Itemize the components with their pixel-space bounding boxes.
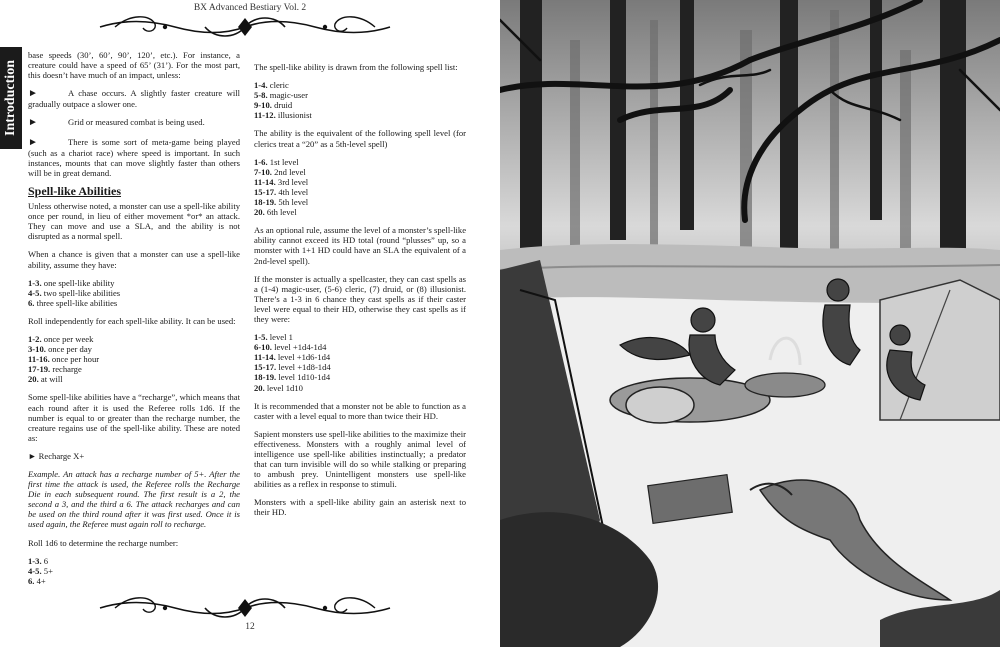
section-tab [0,47,22,149]
list-item: 11-14. 3rd level [254,176,309,187]
list-item: 7-10. 2nd level [254,166,306,177]
bullet-arrow-icon: ► [28,450,37,461]
list-item: 20. 6th level [254,207,297,218]
left-column [28,50,240,594]
list-item: 11-12. illusionist [254,110,312,121]
recommended-paragraph: It is recommended that a monster not be able to function as a caster with a level equal to more than twice their HD. [254,400,466,421]
class-table [254,80,466,120]
spellcaster-paragraph: If the monster is actually a spellcaster, they can cast spells as a (1-4) magic-user, (5-6) cleric, (7) druid, or (8) illusionist. There’s a 1-3 in 6 chance they cast spells as if their caster level were equal to their HD, otherwise they cast spells as if they were: [254,273,466,324]
list-item: 1-2. once per week [28,333,94,344]
bullet-arrow-icon: ► [28,117,38,129]
bullet-item: ► There is some sort of meta-game being played (such as a chariot race) where speed is important. In such instances, mounts that can move slightly faster than others will be in great demand. [28,136,240,178]
roll-paragraph: Roll independently for each spell-like ability. It can be used: [28,315,236,326]
section-tab-label: Introduction [3,60,18,136]
list-item: 5-8. magic-user [254,90,308,101]
bullet-arrow-icon: ► [28,88,38,100]
optional-paragraph: As an optional rule, assume the level of a monster’s spell-like ability cannot exceed its HD total (round “plusses” up, so a monster with 1+1 HD could have an SLA the equivalent of a 2nd-level spell). [254,225,467,266]
recharge-paragraph: Some spell-like abilities have a “recharge”, which means that each round after it is used the Referee rolls 1d6. If the number is equal to or greater than the recharge number, the creature regains use of the spell-like ability. These are noted as: [28,392,240,443]
campsite-scene [500,0,1000,647]
list-item: 1-4. cleric [254,80,289,91]
asterisk-paragraph: Monsters with a spell-like ability gain an asterisk next to their HD. [254,497,466,518]
right-column [254,62,466,526]
list-item: 15-17. level +1d8-1d4 [254,362,331,373]
campfire-illustration [500,0,1000,647]
list-item: 4-5. 5+ [28,565,53,576]
top-ornament [95,14,395,40]
chance-paragraph: When a chance is given that a monster can use a spell-like ability, assume they have: [28,249,240,270]
list-item: 20. at will [28,374,63,385]
example-paragraph: Example. An attack has a recharge number of 5+. After the first time the attack is used, the Referee rolls the Recharge Die in each subsequent round. The first result is a 2, the second a 3, and the third a 6. The attack recharges and can be used on the third round after it was first used. Once it is used again, the Referee must again roll to recharge. [28,469,240,530]
list-item: 1-3. 6 [28,555,49,566]
section-heading: Spell-like Abilities [28,183,122,198]
list-item: 11-14. level +1d6-1d4 [254,352,331,363]
list-item: 20. level 1d10 [254,382,303,393]
list-item: 3-10. once per day [28,344,92,355]
list-item: 1-5. level 1 [254,332,293,343]
intro-paragraph: base speeds (30’, 60’, 90’, 120’, etc.). For instance, a creature could have a speed of 65’ (31’). For the most part, this doesn’t have much of an impact, unless: [28,50,240,81]
bullet-item: ► A chase occurs. A slightly faster creature will gradually outpace a slower one. [28,88,240,110]
roll-die-paragraph: Roll 1d6 to determine the recharge number: [28,537,179,548]
list-item: 18-19. level 1d10-1d4 [254,372,331,383]
list-item: 9-10. druid [254,100,293,111]
list-item: 18-19. 5th level [254,197,309,208]
recharge-label: ► Recharge X+ [28,450,85,461]
count-table [28,278,240,308]
caster-table [254,332,466,393]
level-table [254,157,466,218]
bottom-ornament [95,595,395,621]
list-item: 6. three spell-like abilities [28,297,118,308]
list-item: 17-19. recharge [28,364,82,375]
list-item: 1-6. 1st level [254,156,299,167]
list-item: 15-17. 4th level [254,186,309,197]
page-number: 12 [245,622,255,632]
sapient-paragraph: Sapient monsters use spell-like abilities to the maximize their effectiveness. Monsters with a roughly animal level of intelligence use spell-like abilities instinctually; a predator that can turn invisible will do so while stalking or preparing to ambush prey. Unintelligent monsters use spell-like abilities as a reflex in response to stimuli. [254,428,466,490]
drawn-paragraph: The spell-like ability is drawn from the following spell list: [254,62,458,72]
recharge-table [28,556,240,586]
usage-table [28,334,240,384]
list-item: 4-5. two spell-like abilities [28,287,121,298]
list-item: 1-3. one spell-like ability [28,277,115,288]
list-item: 6-10. level +1d4-1d4 [254,342,327,353]
bullet-item: ► Grid or measured combat is being used. [28,117,205,129]
running-title: BX Advanced Bestiary Vol. 2 [193,3,307,13]
list-item: 11-16. once per hour [28,354,100,365]
sla-paragraph: Unless otherwise noted, a monster can use a spell-like ability once per round, in lieu of either movement *or* an attack. They can move and use a SLA, and the ability is not disrupted as a normal spell. [28,201,240,242]
list-item: 6. 4+ [28,575,46,586]
bullet-arrow-icon: ► [28,136,38,148]
equivalent-paragraph: The ability is the equivalent of the following spell level (for clerics treat a “20” as a 5th-level spell) [254,128,466,149]
